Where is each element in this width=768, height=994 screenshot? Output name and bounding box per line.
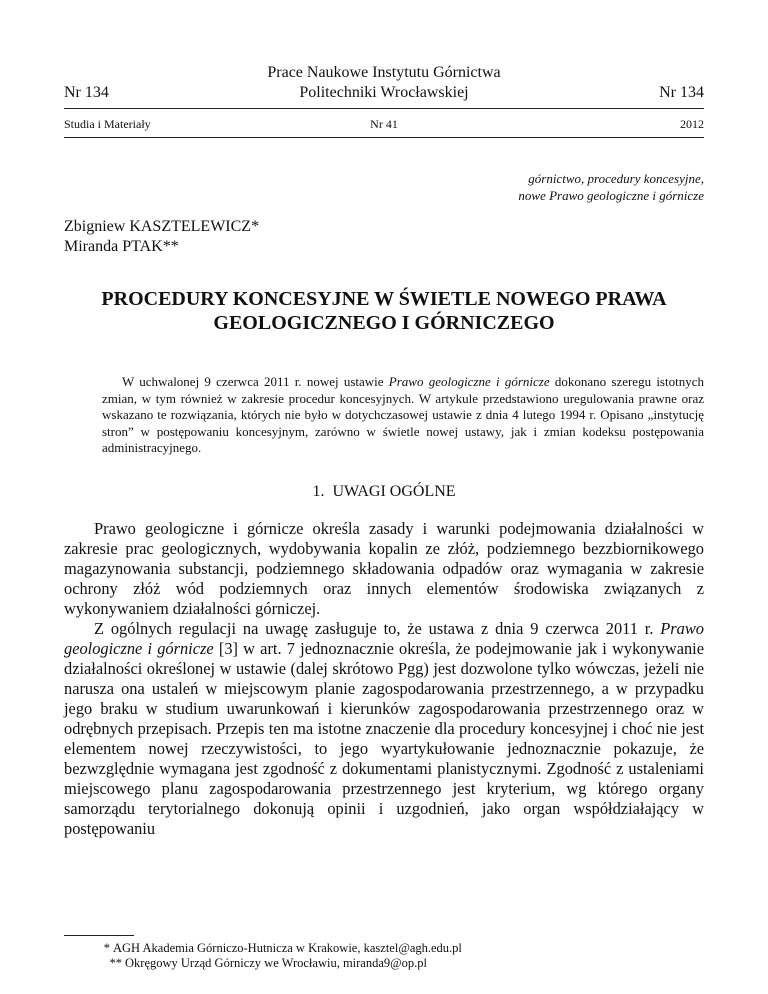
- body-paragraph-1: Prawo geologiczne i górnicze określa zasady i warunki podejmowania działalności w zakresie prac geologicznych, wydobywania kopalin ze złóż, podziemnego bezzbiornikowego magazynowania substancji, podziemnego składowania odpadów oraz wymagania w zakresie ochrony złóż wód podziemnych oraz innych elementów środowiska związanych z wykonywaniem działalności górniczej.: [64, 519, 704, 618]
- publication-year: 2012: [680, 117, 704, 131]
- footnote-1-text: AGH Akademia Górniczo-Hutnicza w Krakowie, kasztel@agh.edu.pl: [113, 941, 462, 955]
- footnote-2-text: Okręgowy Urząd Górniczy we Wrocławiu, miranda9@op.pl: [125, 956, 428, 970]
- footnote-1: [100, 941, 462, 956]
- section-number: 1.: [312, 483, 325, 500]
- header-issue-right: Nr 134: [659, 84, 704, 101]
- journal-title-line1: Prace Naukowe Instytutu Górnictwa: [267, 64, 501, 81]
- body-text: [64, 519, 704, 839]
- paper-title: [64, 287, 704, 335]
- keywords: [304, 170, 704, 204]
- body-p2-law-title: Prawo geologiczne i górnicze: [64, 619, 704, 658]
- keywords-line1: górnictwo, procedury koncesyjne,: [528, 171, 704, 186]
- journal-title: [200, 63, 568, 103]
- abstract-text-1: W uchwalonej 9 czerwca 2011 r. nowej ustawie: [122, 374, 389, 389]
- keywords-line2: nowe Prawo geologiczne i górnicze: [518, 188, 704, 203]
- abstract-paragraph: [102, 374, 704, 457]
- series-number: Nr 41: [370, 117, 398, 131]
- authors: [64, 217, 259, 257]
- abstract: [102, 374, 704, 457]
- journal-title-line2: Politechniki Wrocławskiej: [299, 84, 469, 101]
- footnote-1-mark: *: [103, 941, 110, 955]
- header-rule-bottom: [64, 137, 704, 138]
- paper-title-line1: PROCEDURY KONCESYJNE W ŚWIETLE NOWEGO PRAWA: [101, 288, 667, 310]
- author-1: Zbigniew KASZTELEWICZ*: [64, 218, 260, 235]
- section-title: UWAGI OGÓLNE: [332, 483, 456, 500]
- header-issue-left: Nr 134: [64, 84, 109, 101]
- body-p2-text-a: Z ogólnych regulacji na uwagę zasługuje to, że ustawa z dnia 9 czerwca 2011 r.: [94, 619, 661, 638]
- footnote-2: [100, 956, 462, 971]
- footnote-rule: [64, 935, 134, 936]
- abstract-law-title: Prawo geologiczne i górnicze: [388, 374, 550, 389]
- footnote-2-mark: **: [109, 956, 122, 970]
- header-rule-top: [64, 108, 704, 109]
- section-heading: [64, 483, 704, 501]
- series-name: Studia i Materiały: [64, 117, 151, 131]
- author-2: Miranda PTAK**: [64, 238, 179, 255]
- abstract-text-2: dokonano szeregu istotnych zmian, w tym również w zakresie procedur koncesyjnych. W artykule przedstawiono uregulowania prawne oraz wskazano te rozwiązania, których nie było w dotychczasowej ustawie z dnia 4 lutego 1994 r. Opisano „instytucję stron” w postępowaniu koncesyjnym, zarówno w świetle nowej ustawy, jak i zmian kodeksu postępowania administracyjnego.: [102, 374, 704, 455]
- body-p2-text-b: [3] w art. 7 jednoznacznie określa, że podejmowanie jak i wykonywanie działalności określonej w ustawie (dalej skrótowo Pgg) jest dozwolone tylko wówczas, jeżeli nie narusza ona ustaleń w miejscowym planie zagospodarowania przestrzennego, a w przypadku jego braku w studium uwarunkowań i kierunków zagospodarowania przestrzennego oraz w odrębnych przepisach. Przepis ten ma istotne znaczenie dla procedury koncesyjnej i choć nie jest elementem nowej rzeczywistości, to jego wyartykułowanie jednoznacznie pokazuje, że bezwzględnie wymagana jest zgodność z dokumentami planistycznymi. Zgodność z ustaleniami miejscowego planu zagospodarowania przestrzennego jest kryterium, wg którego organy samorządu terytorialnego dokonują opinii i uzgodnień, jako organ współdziałający w postępowaniu: [64, 639, 705, 838]
- paper-title-line2: GEOLOGICZNEGO I GÓRNICZEGO: [213, 312, 555, 334]
- footnotes: [100, 941, 462, 971]
- body-paragraph-2: [64, 619, 704, 839]
